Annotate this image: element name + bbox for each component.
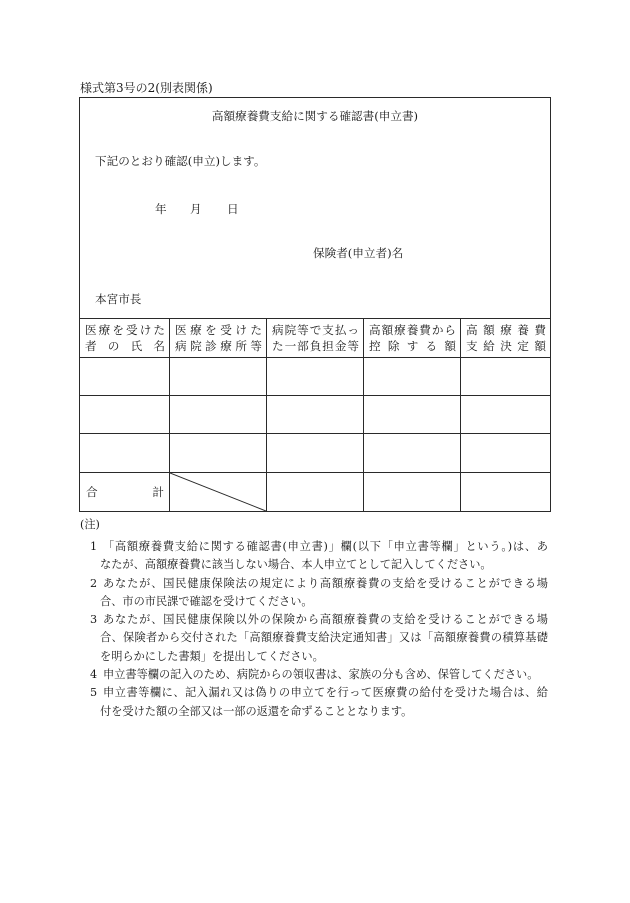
note-line-row (80, 684, 550, 702)
note-item (80, 666, 550, 684)
note-line: あなたが、国民健康保険法の規定により高額療養費の支給を受けることができる場 (103, 576, 548, 590)
date-month-label: 月 (190, 202, 202, 216)
note-line: 申立書等欄に、記入漏れ又は偽りの申立てを行って医療費の給付を受けた場合は、給 (103, 686, 548, 700)
header-copayment (267, 319, 363, 357)
note-line-row (80, 666, 550, 684)
total-label-cell (80, 473, 169, 511)
expense-table (80, 318, 550, 511)
header-line: 医療を受けた (175, 323, 262, 337)
addressee: 本宮市長 (95, 292, 142, 306)
note-number: 5 (90, 686, 98, 700)
note-line: 申立書等欄の記入のため、病院からの領収書は、家族の分も含め、保管してください。 (103, 668, 539, 682)
hospital-cell (170, 434, 266, 472)
header-patient-name (80, 319, 169, 357)
note-line-row (80, 629, 550, 647)
notes-section (80, 516, 550, 726)
hospital-cell (170, 396, 266, 433)
notes-heading: (注) (80, 518, 100, 531)
form-number: 様式第3号の2(別表関係) (80, 81, 213, 95)
header-line: 病院等で支払っ (272, 323, 359, 337)
note-number: 3 (90, 613, 98, 627)
note-number: 1 (90, 540, 98, 553)
declaration-text: 下記のとおり確認(申立)します。 (95, 154, 266, 168)
header-line: た一部負担金等 (272, 339, 359, 353)
header-deduction (364, 319, 460, 357)
note-line: 合、市の市民課で確認を受けてください。 (100, 594, 313, 608)
benefit-amount-cell (461, 434, 550, 472)
header-line: 控除する額 (369, 339, 456, 353)
total-label: 合計 (86, 485, 164, 499)
copayment-total-cell (267, 473, 363, 511)
diagonal-slash-cell (170, 473, 266, 511)
diagonal-slash (170, 473, 266, 511)
note-item (80, 684, 550, 721)
note-line: 合、保険者から交付された「高額療養費支給決定通知書」又は「高額療養費の積算基礎 (100, 631, 548, 645)
note-line-row (80, 648, 550, 666)
copayment-cell (267, 396, 363, 433)
patient-name-cell (80, 396, 169, 433)
note-number: 2 (90, 576, 98, 590)
copayment-cell (267, 434, 363, 472)
benefit-amount-cell (461, 396, 550, 433)
diagonal-line (170, 473, 266, 511)
note-line: を明らかにした書類」を提出してください。 (100, 649, 324, 663)
date-year-label: 年 (155, 202, 167, 216)
confirmation-form (79, 97, 551, 512)
date-day-label: 日 (227, 202, 239, 216)
patient-name-cell (80, 434, 169, 472)
deduction-cell (364, 358, 460, 395)
note-number: 4 (90, 668, 98, 682)
header-line: 高額療養費から (369, 323, 456, 337)
deduction-total-cell (364, 473, 460, 511)
note-item (80, 538, 550, 575)
header-line: 者の氏名 (85, 339, 165, 353)
deduction-cell (364, 434, 460, 472)
copayment-cell (267, 358, 363, 395)
note-line: 「高額療養費支給に関する確認書(申立書)」欄(以下「申立書等欄」という。)は、あ (103, 540, 548, 553)
form-title: 高額療養費支給に関する確認書(申立書) (211, 109, 419, 123)
notes-list (80, 538, 550, 721)
note-item (80, 611, 550, 666)
applicant-name-label: 保険者(申立者)名 (313, 246, 404, 260)
header-line: 高額療養費 (466, 323, 546, 337)
patient-name-cell (80, 358, 169, 395)
note-line: なたが、高額療養費に該当しない場合、本人申立てとして記入してください。 (100, 558, 492, 572)
note-line-row (80, 703, 550, 721)
note-line-row (80, 538, 550, 556)
header-line: 支給決定額 (466, 339, 546, 353)
note-line-row (80, 593, 550, 611)
benefit-total-cell (461, 473, 550, 511)
note-line: 付を受けた額の全部又は一部の返還を命ずることとなります。 (100, 704, 413, 718)
note-line-row (80, 575, 550, 593)
header-benefit-amount (461, 319, 550, 357)
note-line-row (80, 556, 550, 574)
note-line: あなたが、国民健康保険以外の保険から高額療養費の支給を受けることができる場 (103, 613, 548, 627)
hospital-cell (170, 358, 266, 395)
header-line: 病院診療所等 (175, 339, 262, 353)
benefit-amount-cell (461, 358, 550, 395)
note-line-row (80, 611, 550, 629)
deduction-cell (364, 396, 460, 433)
note-item (80, 575, 550, 612)
header-hospital (170, 319, 266, 357)
header-line: 医療を受けた (85, 323, 165, 337)
